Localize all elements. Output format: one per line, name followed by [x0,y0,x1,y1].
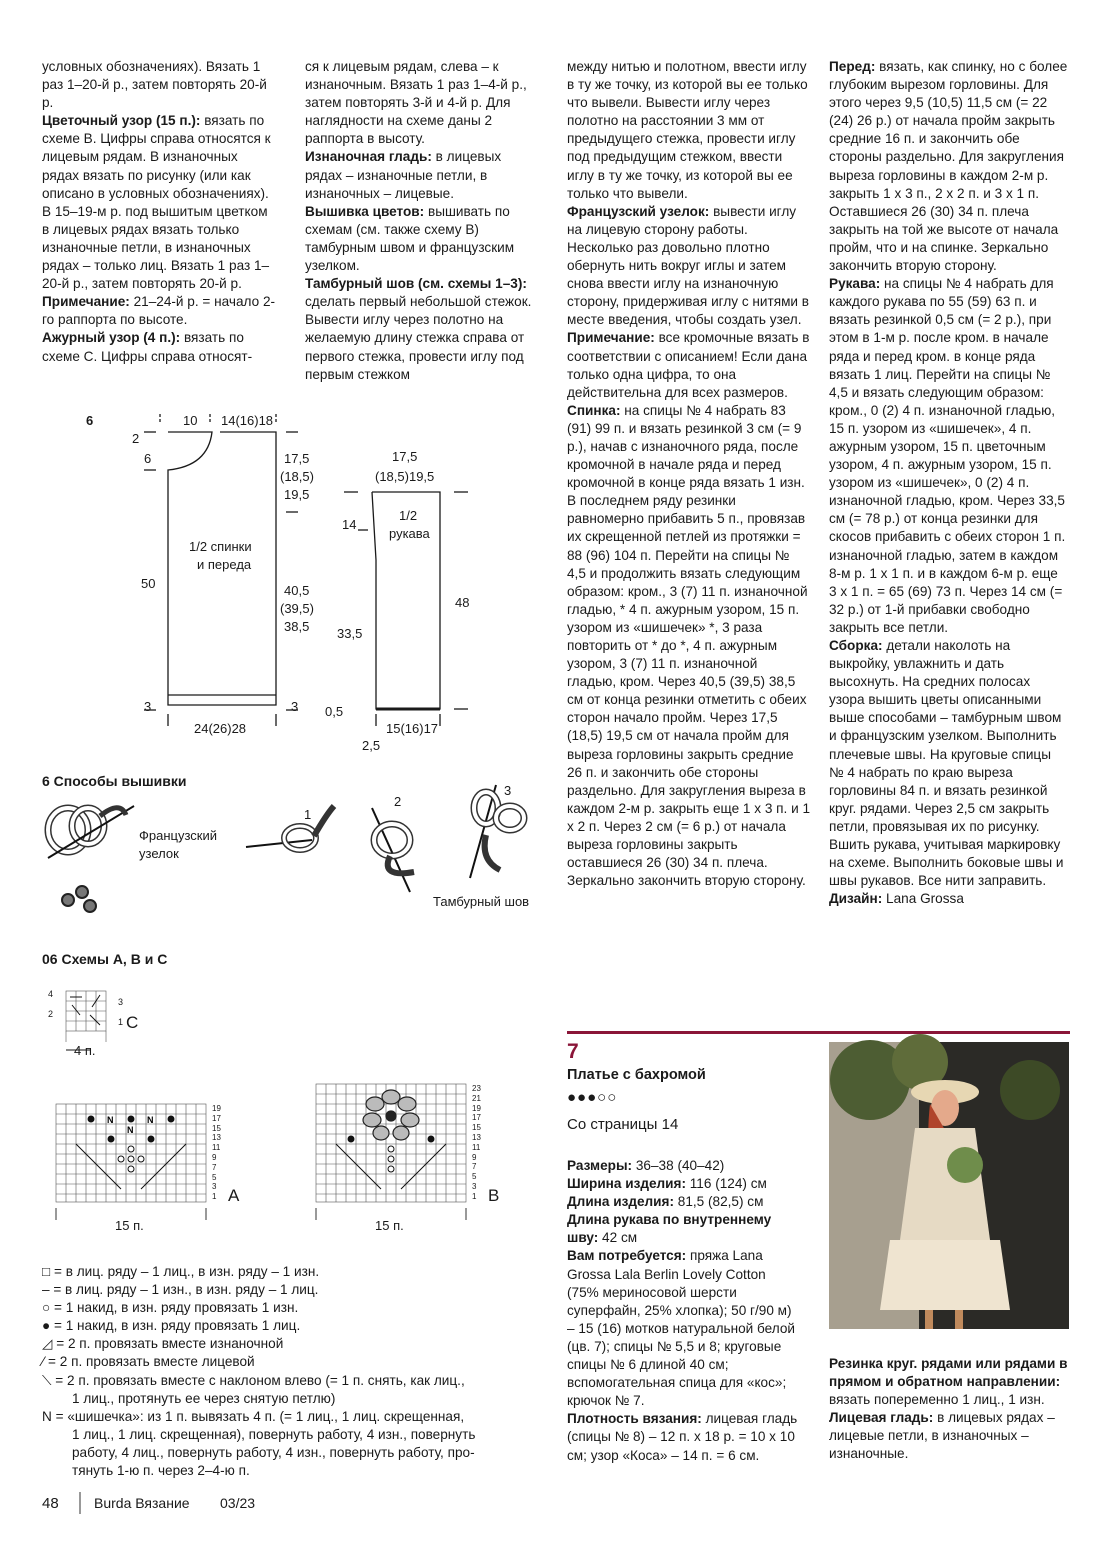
from-page: Со страницы 14 [567,1116,679,1133]
legend-item: работу, 4 лиц., повернуть работу, 4 изн., повернуть работу, про- [72,1444,475,1460]
chart-c-symbols [70,995,100,1025]
pattern-specs: Размеры: 36–38 (40–42) Ширина изделия: 116 (124) см Длина изделия: 81,5 (82,5) см Длина рукава по внутреннему шву: 42 см Вам потребуется: пряжа Lana Grossa Lala Berlin Lovely Cotton (75% мериносовой шерсти суперфайн, 25% хлопка); 50 г/90 м) – 15 (16) мотков натуральной белой (цв. 7); спицы № 5,5 и 8; круговые спицы № 6 длиной 40 см; вспомогательная спица для «кос»; крючок № 7. Плотность вязания: лицевая гладь (спицы № 8) – 12 п. x 18 р. = 10 x 10 см; узор «Коса» – 14 п. = 6 см. [567,1158,798,1463]
legend-item: □ = в лиц. ряду – 1 лиц., в изн. ряду – 1 изн. [42,1264,320,1279]
text-column-3: между нитью и полотном, ввести иглу в ту же точку, из которой вы ее только что вывели. Вывести иглу через полотно на расстоянии 3 мм от предыдущего стежка, провести иглу под предыдущим стежком, ввести иглу в ту же точку, из которой вы ее только что вывели. Французский узелок: вывести иглу на лицевую сторону работы. Несколько раз довольно плотно обернуть нить вокруг иглы и затем снова ввести иглу на изнаночную сторону, придерживая иглу с нитями в месте введения, чтобы создать узел. Примечание: все кромочные вязать в соответствии с описанием! Если дана только одна цифра, то она действительна для всех размеров. Спинка: на спицы № 4 набрать 83 (91) 99 п. и вязать резинкой 3 см (= 9 р.), начав с изнаночного ряда, после кромочной в начале ряда и перед кромочной в конце ряда вязать 1 изн. В последнем ряду резинки равномерно прибавить 5 п., провязав их скрещенной петлей из протяжки = 88 (96) 104 п. Перейти на спицы № 4,5 и продолжить вязать следующим образом: кром., 3 (7) 11 п. изнаночной гладью, * 4 п. ажурным узором, 15 п. узором из «шишечек» *, 3 раза повторить от * до *, 4 п. ажурным узором, 3 (7) 11 п. изнаночной гладью, кром. Через 40,5 (39,5) 38,5 см от конца резинки отметить с обеих сторон начало пройм. Через 17,5 (18,5) 19,5 см от начала пройм для выреза горловины закрыть средние 26 п. и закончить обе стороны раздельно. Для закругления выреза в каждом 2-м р. закрыть еще 1 x 3 п. и 1 x 2 п. Через 2 см (= 6 р.) от начала выреза горловины закрыть оставшиеся 26 (30) 34 п. плеча. Зеркально закончить вторую сторону. [567,59,811,889]
legend-item: 1 лиц., 1 лиц. скрещенная), повернуть работу, 4 изн., повернуть [72,1426,476,1442]
legend-item: ⁄ = 2 п. провязать вместе лицевой [42,1354,255,1370]
magazine-name: Burda Вязание [94,1495,190,1511]
legend-item: ⟍ = 2 п. провязать вместе с наклоном влево (= 1 п. снять, как лиц., [42,1372,465,1388]
dress-photo [829,1034,1069,1329]
symbol-legend [42,1263,542,1480]
french-knot-illustration [48,806,134,912]
sleeve-label: 1/2 [399,508,418,523]
chart-a-label: A [228,1186,240,1205]
flower-motif [363,1090,419,1140]
embroidery-illustrations [48,785,524,912]
difficulty-rating: ●●●○○ [567,1089,618,1106]
chain-stitch-step-1 [246,806,334,850]
needle-icon [48,806,134,858]
legend-item: 1 лиц., протянуть ее через снятую петлю) [72,1390,336,1406]
svg-text:N: N [147,1115,154,1125]
diagram-number: 6 [86,413,94,428]
text-column-2: ся к лицевым рядам, слева – к изнаночным. Вязать 1 раз 1–4-й р., затем повторять 3-й и 4-й р. Для наглядности на схеме даны 2 раппорта в высоту. Изнаночная гладь: в лицевых рядах – изнаночные петли, в изнаночных – лицевые. Вышивка цветов: вышивать по схемам (см. также схему В) тамбурным швом и французским узелком. Тамбурный шов (см. схемы 1–3): сделать первый небольшой стежок. Вывести иглу через полотно на желаемую длину стежка справа от первого стежка, провести иглу под первым стежком [305,59,532,382]
issue-number: 03/23 [220,1495,256,1511]
legend-item: ○ = 1 накид, в изн. ряду провязать 1 изн. [42,1300,299,1316]
legend-item: – = в лиц. ряду – 1 изн., в изн. ряду – 1 лиц. [42,1282,319,1298]
chart-b-label: B [488,1186,500,1205]
cabbage [947,1147,983,1183]
text-column-4: Перед: вязать, как спинку, но с более глубоким вырезом горловины. Для этого через 9,5 (10,5) 11,5 см (= 22 (24) 26 р.) от начала пройм закрыть средние 16 п. и закончить обе стороны раздельно. Для закругления выреза горловины в каждом 2-м р. закрыть 1 x 3 п., 2 x 2 п. и 3 x 1 п. Оставшиеся 26 (30) 34 п. плеча закрыть на той же высоте от начала пройм, что и на спинке. Зеркально закончить вторую сторону. Рукава: на спицы № 4 набрать для каждого рукава по 55 (59) 63 п. и вязать резинкой 0,5 см (= 2 р.), при этом в 1-м р. после кром. в начале ряда и перед кром. в конце ряда вязать 1 лиц. Перейти на спицы № 4,5 и вязать следующим образом: кром., 0 (2) 4 п. изнаночной гладью, 15 п. узором из «шишечек», 4 п. ажурным узором, 15 п. цветочным узором, 4 п. ажурным узором, 15 п. узором из «шишечек», 0 (2) 4 п. изнаночной гладью, кром. Через 33,5 см (= 78 р.) от конца резинки для скосов прибавить с обеих сторон 1 п. изнаночной гладью, затем в каждом 8-м р. 1 x 1 п. и в каждом 6-м р. еще 3 x 1 п. = 65 (69) 73 п. Через 14 см (= 32 р.) от 1-й прибавки свободно закрыть все петли. Сборка: детали наколоть на выкройку, увлажнить и дать высохнуть. На средних полосах узора вышить цветы описанными выше способами – тамбурным швом и французским узелком. Выполнить плечевые швы. На круговые спицы № 4 набрать по краю выреза горловины 84 п. и вязать резинкой круг. рядами. Через 2,5 см закрыть петли, провязывая их по рисунку. Вшить рукава, учитывая маркировку на схеме. Выполнить боковые швы и швы рукавов. Все нити заправить. Дизайн: Lana Grossa [829,59,1068,907]
embroidery-title: 6 Способы вышивки [42,773,187,789]
sleeve-outline [372,492,440,709]
body-piece-label: 1/2 спинки [189,539,252,554]
text-column-1: условных обозначениях). Вязать 1 раз 1–20-й р., затем повторять 20-й р. Цветочный узор (15 п.): вязать по схеме В. Цифры справа относятся к лицевым рядам. В изнаночных рядах вязать по рисунку (или как описано в условных обозначениях). В 15–19-м р. под вышитым цветком в лицевых рядах вязать только изнаночные петли, в изнаночных рядах – только лиц. Вязать 1 раз 1–20-й р., затем повторять 20-й р. Примечание: 21–24-й р. = начало 2-го раппорта по высоте. Ажурный узор (4 п.): вязать по схеме С. Цифры справа относят- [42,59,276,364]
pattern-right-text: Резинка круг. рядами или рядами в прямом и обратном направлении: вязать попеременно 1 лиц., 1 изн. Лицевая гладь: в лицевых рядах – лицевые петли, в изнаночных – изнаночные. [829,1356,1068,1462]
legend-item: N = «шишечка»: из 1 п. вывязать 4 п. (= 1 лиц., 1 лиц. скрещенная, [42,1408,465,1424]
schemes-title: 06 Схемы А, В и С [42,951,168,967]
dress-body [900,1128,990,1240]
pattern-title: Платье с бахромой [567,1067,706,1083]
pattern-number: 7 [567,1040,579,1063]
chart-a-row-numbers: 19 17 15 13 11 9 7 5 3 1 [212,1104,221,1202]
chart-c-label: C [126,1013,139,1032]
svg-text:N: N [127,1125,134,1135]
chart-b-row-numbers: 23 21 19 17 15 13 11 9 7 5 3 1 [472,1084,481,1201]
dress-fringe [880,1240,1010,1310]
chain-stitch-step-2 [372,808,414,892]
legend-item: ● = 1 накид, в изн. ряду провязать 1 лиц. [42,1318,301,1334]
section-rule [567,1031,1070,1034]
page-number: 48 [42,1495,59,1512]
chain-stitch-step-3 [470,785,524,878]
legend-item: тянуть 1-ю п. через 2–4-ю п. [72,1463,250,1479]
svg-text:N: N [107,1115,114,1125]
chart-a-symbols [76,1115,186,1189]
legend-item: ◿ = 2 п. провязать вместе изнаночной [42,1336,284,1352]
